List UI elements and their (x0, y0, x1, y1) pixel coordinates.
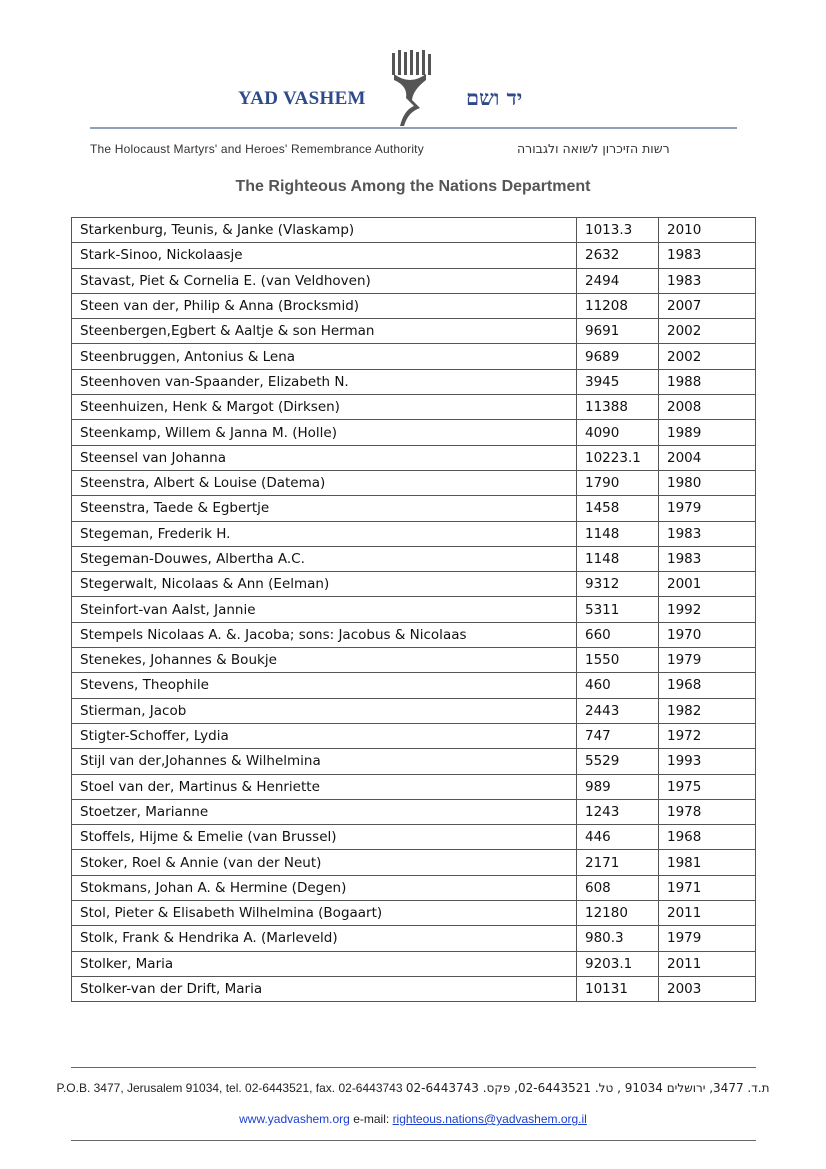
recognition-year-cell: 1980 (659, 470, 756, 495)
address-hebrew: ת.ד. 3477, ירושלים 91034 , טל. 02-6443521, פקס. 02-6443743 (405, 1081, 770, 1095)
honoree-name-cell: Stempels Nicolaas A. &. Jacoba; sons: Jacobus & Nicolaas (72, 622, 577, 647)
recognition-year-cell: 1971 (659, 875, 756, 900)
department-title: The Righteous Among the Nations Department (235, 178, 591, 195)
file-number-cell: 2171 (577, 850, 659, 875)
footer-bottom-divider (71, 1140, 756, 1141)
file-number-cell: 11388 (577, 395, 659, 420)
records-table-body (72, 218, 756, 1002)
table-row (72, 293, 756, 318)
honoree-name-cell: Stolker-van der Drift, Maria (72, 976, 577, 1001)
recognition-year-cell: 2002 (659, 344, 756, 369)
honoree-name-cell: Steensel van Johanna (72, 445, 577, 470)
file-number-cell: 1458 (577, 496, 659, 521)
recognition-year-cell: 2004 (659, 445, 756, 470)
recognition-year-cell: 1979 (659, 496, 756, 521)
honoree-name-cell: Stoel van der, Martinus & Henriette (72, 774, 577, 799)
table-row (72, 496, 756, 521)
honoree-name-cell: Stavast, Piet & Cornelia E. (van Veldhoven) (72, 268, 577, 293)
file-number-cell: 9689 (577, 344, 659, 369)
recognition-year-cell: 1978 (659, 799, 756, 824)
table-row (72, 319, 756, 344)
address-english: P.O.B. 3477, Jerusalem 91034, tel. 02-6443521, fax. 02-6443743 (56, 1081, 403, 1095)
email-label: e-mail: (353, 1112, 390, 1126)
file-number-cell: 608 (577, 875, 659, 900)
recognition-year-cell: 1992 (659, 597, 756, 622)
file-number-cell: 1243 (577, 799, 659, 824)
recognition-year-cell: 1983 (659, 268, 756, 293)
table-row (72, 875, 756, 900)
table-row (72, 673, 756, 698)
table-row (72, 344, 756, 369)
file-number-cell: 1550 (577, 648, 659, 673)
table-row (72, 521, 756, 546)
honoree-name-cell: Stolker, Maria (72, 951, 577, 976)
file-number-cell: 2494 (577, 268, 659, 293)
honoree-name-cell: Stoffels, Hijme & Emelie (van Brussel) (72, 825, 577, 850)
honoree-name-cell: Starkenburg, Teunis, & Janke (Vlaskamp) (72, 218, 577, 243)
brand-name-english: YAD VASHEM (238, 88, 366, 109)
honoree-name-cell: Stol, Pieter & Elisabeth Wilhelmina (Bogaart) (72, 901, 577, 926)
honoree-name-cell: Stigter-Schoffer, Lydia (72, 723, 577, 748)
recognition-year-cell: 2011 (659, 951, 756, 976)
honoree-name-cell: Stegerwalt, Nicolaas & Ann (Eelman) (72, 572, 577, 597)
table-row (72, 648, 756, 673)
honoree-name-cell: Stoker, Roel & Annie (van der Neut) (72, 850, 577, 875)
table-row (72, 799, 756, 824)
honoree-name-cell: Steenbergen,Egbert & Aaltje & son Herman (72, 319, 577, 344)
yad-vashem-menorah-logo-icon (386, 50, 434, 128)
honoree-name-cell: Steenhuizen, Henk & Margot (Dirksen) (72, 395, 577, 420)
honoree-name-cell: Steinfort-van Aalst, Jannie (72, 597, 577, 622)
table-row (72, 622, 756, 647)
honoree-name-cell: Stegeman-Douwes, Albertha A.C. (72, 546, 577, 571)
table-row (72, 369, 756, 394)
table-row (72, 850, 756, 875)
recognition-year-cell: 1982 (659, 698, 756, 723)
file-number-cell: 989 (577, 774, 659, 799)
file-number-cell: 1148 (577, 546, 659, 571)
honoree-name-cell: Steenbruggen, Antonius & Lena (72, 344, 577, 369)
header-divider (90, 127, 737, 129)
recognition-year-cell: 1979 (659, 926, 756, 951)
recognition-year-cell: 1968 (659, 825, 756, 850)
recognition-year-cell: 1983 (659, 243, 756, 268)
table-row (72, 218, 756, 243)
file-number-cell: 5311 (577, 597, 659, 622)
table-row (72, 951, 756, 976)
table-row (72, 698, 756, 723)
table-row (72, 445, 756, 470)
table-row (72, 546, 756, 571)
recognition-year-cell: 1975 (659, 774, 756, 799)
file-number-cell: 980.3 (577, 926, 659, 951)
recognition-year-cell: 1970 (659, 622, 756, 647)
recognition-year-cell: 1972 (659, 723, 756, 748)
honoree-name-cell: Stijl van der,Johannes & Wilhelmina (72, 749, 577, 774)
file-number-cell: 11208 (577, 293, 659, 318)
file-number-cell: 446 (577, 825, 659, 850)
letterhead (0, 0, 826, 170)
email-link[interactable]: righteous.nations@yadvashem.org.il (392, 1112, 587, 1126)
recognition-year-cell: 2008 (659, 395, 756, 420)
brand-name-hebrew: יד ושם (466, 85, 523, 110)
recognition-year-cell: 2007 (659, 293, 756, 318)
file-number-cell: 747 (577, 723, 659, 748)
honoree-name-cell: Stenekes, Johannes & Boukje (72, 648, 577, 673)
file-number-cell: 9312 (577, 572, 659, 597)
recognition-year-cell: 1988 (659, 369, 756, 394)
footer-address (0, 1081, 826, 1095)
table-row (72, 976, 756, 1001)
recognition-year-cell: 1983 (659, 546, 756, 571)
honoree-name-cell: Stokmans, Johan A. & Hermine (Degen) (72, 875, 577, 900)
table-row (72, 901, 756, 926)
recognition-year-cell: 1983 (659, 521, 756, 546)
file-number-cell: 9203.1 (577, 951, 659, 976)
file-number-cell: 10223.1 (577, 445, 659, 470)
file-number-cell: 4090 (577, 420, 659, 445)
file-number-cell: 660 (577, 622, 659, 647)
table-row (72, 470, 756, 495)
table-row (72, 268, 756, 293)
table-row (72, 723, 756, 748)
footer-top-divider (71, 1067, 756, 1068)
website-link[interactable]: www.yadvashem.org (239, 1112, 350, 1126)
file-number-cell: 5529 (577, 749, 659, 774)
honoree-name-cell: Stoetzer, Marianne (72, 799, 577, 824)
table-row (72, 825, 756, 850)
file-number-cell: 2632 (577, 243, 659, 268)
honoree-name-cell: Stevens, Theophile (72, 673, 577, 698)
file-number-cell: 3945 (577, 369, 659, 394)
recognition-year-cell: 1993 (659, 749, 756, 774)
file-number-cell: 2443 (577, 698, 659, 723)
recognition-year-cell: 1979 (659, 648, 756, 673)
table-row (72, 572, 756, 597)
honoree-name-cell: Steenstra, Albert & Louise (Datema) (72, 470, 577, 495)
table-row (72, 774, 756, 799)
file-number-cell: 460 (577, 673, 659, 698)
recognition-year-cell: 2001 (659, 572, 756, 597)
table-row (72, 243, 756, 268)
table-row (72, 597, 756, 622)
file-number-cell: 9691 (577, 319, 659, 344)
authority-name-english: The Holocaust Martyrs' and Heroes' Remembrance Authority (90, 142, 424, 156)
table-row (72, 395, 756, 420)
honoree-name-cell: Steenhoven van-Spaander, Elizabeth N. (72, 369, 577, 394)
righteous-records-table (71, 217, 756, 1002)
honoree-name-cell: Stark-Sinoo, Nickolaasje (72, 243, 577, 268)
recognition-year-cell: 1989 (659, 420, 756, 445)
recognition-year-cell: 2011 (659, 901, 756, 926)
file-number-cell: 10131 (577, 976, 659, 1001)
honoree-name-cell: Stierman, Jacob (72, 698, 577, 723)
honoree-name-cell: Steenstra, Taede & Egbertje (72, 496, 577, 521)
table-row (72, 749, 756, 774)
recognition-year-cell: 1981 (659, 850, 756, 875)
file-number-cell: 1148 (577, 521, 659, 546)
footer-contact (0, 1112, 826, 1126)
honoree-name-cell: Stolk, Frank & Hendrika A. (Marleveld) (72, 926, 577, 951)
file-number-cell: 12180 (577, 901, 659, 926)
recognition-year-cell: 1968 (659, 673, 756, 698)
recognition-year-cell: 2010 (659, 218, 756, 243)
table-row (72, 420, 756, 445)
file-number-cell: 1013.3 (577, 218, 659, 243)
honoree-name-cell: Steenkamp, Willem & Janna M. (Holle) (72, 420, 577, 445)
file-number-cell: 1790 (577, 470, 659, 495)
recognition-year-cell: 2002 (659, 319, 756, 344)
honoree-name-cell: Stegeman, Frederik H. (72, 521, 577, 546)
recognition-year-cell: 2003 (659, 976, 756, 1001)
honoree-name-cell: Steen van der, Philip & Anna (Brocksmid) (72, 293, 577, 318)
table-row (72, 926, 756, 951)
authority-name-hebrew: רשות הזיכרון לשואה ולגבורה (517, 141, 670, 156)
